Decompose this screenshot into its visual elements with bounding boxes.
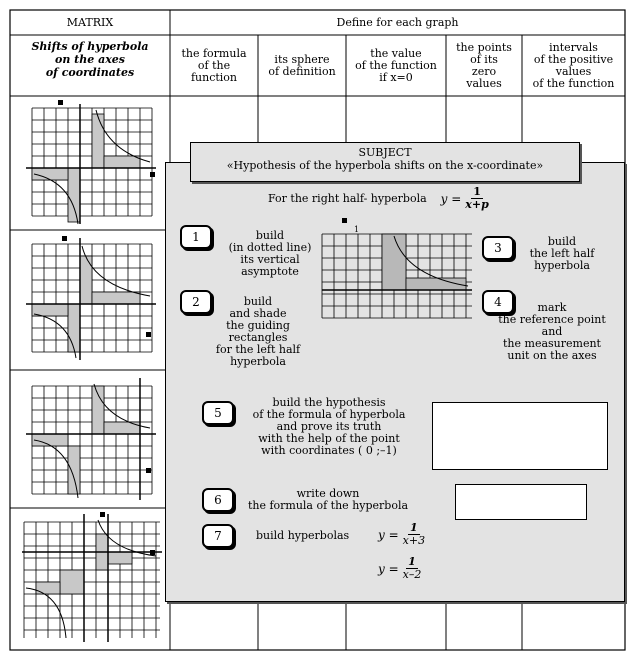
step-2-text: build and shade the guiding rectangles for the left half hyperbola <box>215 295 301 368</box>
intro-text: For the right half- hyperbola <box>268 192 427 205</box>
subject-title-box <box>190 142 580 182</box>
define-header: Define for each graph <box>336 15 459 29</box>
step-7-number: 7 <box>202 524 234 548</box>
graph-3 <box>22 374 162 504</box>
graph-2 <box>22 236 162 364</box>
column-zero-points: the points of its zero values <box>456 40 512 90</box>
equation-1: y = $\frac{1}{x+3}$ <box>378 521 426 547</box>
column-value-at-zero: the value of the function if x=0 <box>355 46 437 84</box>
step-7-text: build hyperbolas <box>256 529 350 542</box>
column-formula: the formula of the function <box>181 46 247 84</box>
step-1-number: 1 <box>180 225 212 249</box>
step-3-number: 3 <box>482 236 514 260</box>
row-header: Shifts of hyperbola on the axes of coordinates <box>31 40 149 79</box>
step-2-number: 2 <box>180 290 212 314</box>
graph-1 <box>22 100 162 228</box>
formula-answer-box[interactable] <box>455 484 587 520</box>
step-6-text: write down the formula of the hyperbola <box>247 487 409 512</box>
step-6-number: 6 <box>202 488 234 512</box>
step-1-text: build (in dotted line) its vertical asymptote <box>228 229 312 278</box>
step-5-text: build the hypothesis of the formula of hyperbola and prove its truth with the help of the point with coordinates ( 0 ;–1) <box>252 396 406 457</box>
step-4-number: 4 <box>482 290 514 314</box>
hypothesis-answer-box[interactable] <box>432 402 608 470</box>
intro-y-label: y = <box>440 191 462 206</box>
step-3-text: build the left half hyperbola <box>529 235 595 272</box>
step-4-text: mark the reference point and the measurement unit on the axes <box>498 301 606 362</box>
subject-heading: SUBJECT <box>358 146 412 159</box>
column-positive-intervals: intervals of the positive values of the function <box>532 40 615 90</box>
center-graph <box>312 214 482 324</box>
equation-2: y = $\frac{1}{x-2}$ <box>378 555 422 581</box>
center-axis-y-tick: 1 <box>354 225 360 234</box>
matrix-header: MATRIX <box>66 15 114 29</box>
intro-fraction: $\frac{1}{x+p}$ <box>465 185 489 211</box>
subject-title: «Hypothesis of the hyperbola shifts on the x-coordinate» <box>226 159 544 172</box>
step-5-number: 5 <box>202 401 234 425</box>
graph-4 <box>22 512 162 644</box>
column-definition: its sphere of definition <box>268 52 336 78</box>
intro-line <box>268 186 493 211</box>
